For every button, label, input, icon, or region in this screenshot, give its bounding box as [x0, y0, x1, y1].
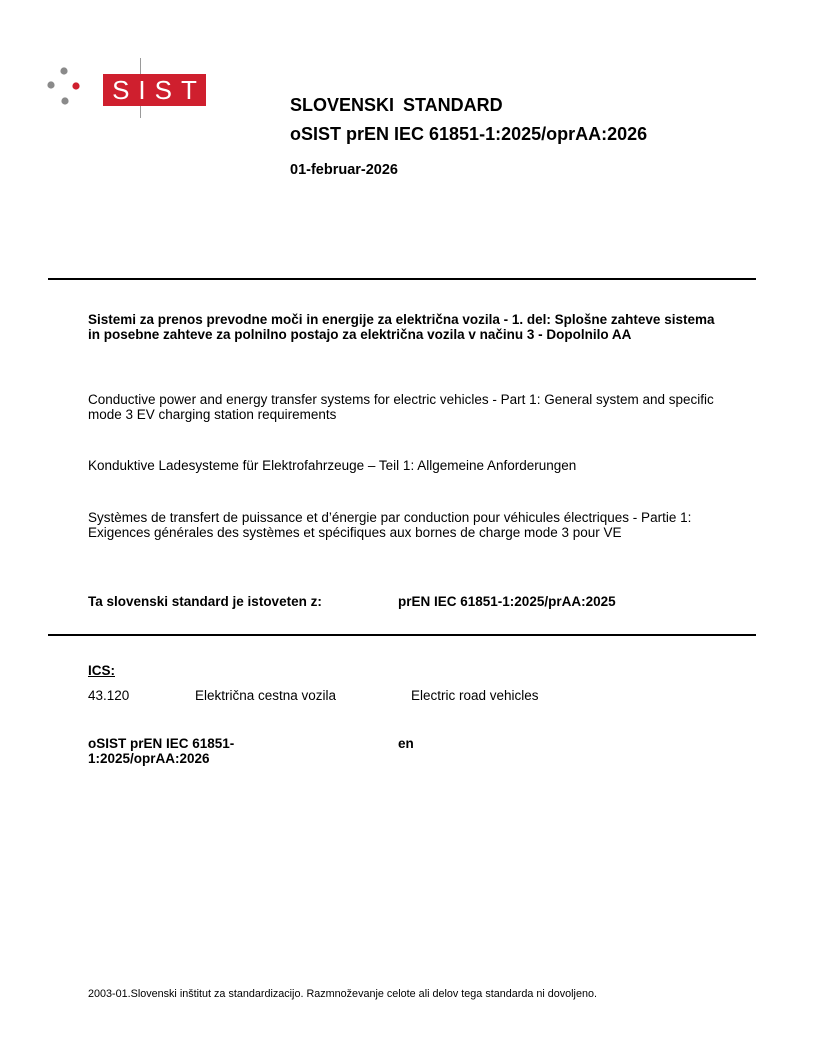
document-language: en	[398, 736, 414, 751]
document-code-line2: 1:2025/oprAA:2026	[88, 751, 210, 766]
sist-logo: SIST	[103, 74, 206, 106]
copyright-footer: 2003-01.Slovenski inštitut za standardizacijo. Razmnoževanje celote ali delov tega standarda ni dovoljeno.	[88, 988, 597, 1000]
identity-value: prEN IEC 61851-1:2025/prAA:2025	[398, 594, 616, 609]
standard-code: oSIST prEN IEC 61851-1:2025/oprAA:2026	[290, 124, 648, 144]
divider-top	[48, 278, 756, 280]
divider-bottom	[48, 634, 756, 636]
ics-heading: ICS:	[88, 663, 115, 678]
title-french: Systèmes de transfert de puissance et d’énergie par conduction pour véhicules électriques - Partie 1: Exigences générales des systèmes et spécifiques aux bornes de charge mode 3 pour VE	[88, 510, 692, 540]
title-slovenian: Sistemi za prenos prevodne moči in energije za električna vozila - 1. del: Splošne zahteve sistema in posebne zahteve za polnilno postajo za električna vozila v načinu 3 - Dopolnilo AA	[88, 312, 715, 342]
standard-type: SLOVENSKI STANDARD	[290, 95, 503, 115]
ics-slovenian: Električna cestna vozila	[195, 688, 337, 703]
ics-code: 43.120	[88, 688, 130, 703]
ics-english: Electric road vehicles	[411, 688, 539, 703]
logo-dots-icon	[46, 66, 80, 110]
standard-date: 01-februar-2026	[290, 162, 398, 178]
title-english: Conductive power and energy transfer systems for electric vehicles - Part 1: General system and specific mode 3 EV charging station requirements	[88, 392, 714, 422]
identity-label: Ta slovenski standard je istoveten z:	[88, 594, 322, 609]
document-code	[88, 736, 234, 766]
document-code-line1: oSIST prEN IEC 61851-	[88, 736, 235, 751]
title-german: Konduktive Ladesysteme für Elektrofahrzeuge – Teil 1: Allgemeine Anforderungen	[88, 458, 577, 473]
